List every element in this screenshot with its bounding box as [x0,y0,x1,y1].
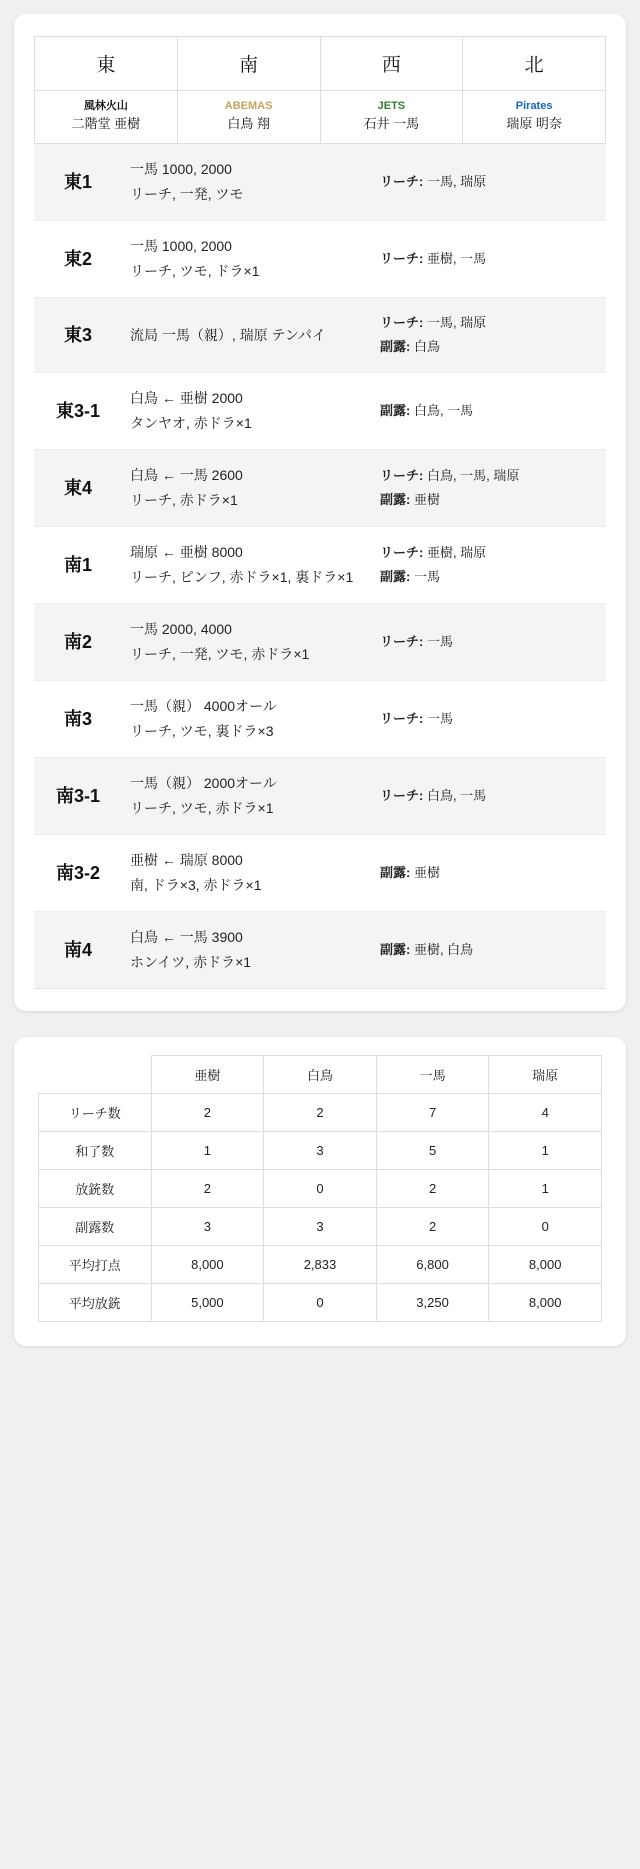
stats-cell: 2 [376,1170,489,1208]
round-label: 南4 [34,912,122,989]
hand-detail-line: リーチ, ツモ, 裏ドラ×3 [130,723,274,739]
team-name: Pirates [515,100,553,112]
hand-flag-label: リーチ: [380,251,424,266]
stats-row-label: 副露数 [39,1208,152,1246]
stats-cell: 8,000 [151,1246,264,1284]
hand-detail-line: 一馬 1000, 2000 [130,238,232,254]
stats-row [39,1170,602,1208]
stats-cell: 0 [264,1284,377,1322]
stats-cell: 1 [151,1132,264,1170]
seat-wind-row [35,37,606,91]
table-row [34,758,606,835]
stats-cell: 2 [151,1170,264,1208]
table-row [34,912,606,989]
hand-flag-value: 亜樹, 白鳥 [410,942,474,957]
hand-flag-label: 副露: [380,339,411,354]
stats-cell: 0 [264,1170,377,1208]
stats-cell: 3 [264,1132,377,1170]
table-row [34,835,606,912]
stats-cell: 8,000 [489,1246,602,1284]
hand-flag-label: リーチ: [380,711,424,726]
hand-flag-value: 一馬, 瑞原 [423,315,487,330]
stats-cell: 2 [264,1094,377,1132]
player-name: 瑞原 明奈 [506,116,562,131]
hand-detail-line: リーチ, 赤ドラ×1 [130,492,238,508]
hand-flags [372,373,606,450]
hand-flag [380,170,598,194]
stats-cell: 2 [376,1208,489,1246]
hand-flag [380,861,598,885]
round-label: 東1 [34,144,122,221]
stats-row [39,1284,602,1322]
table-row [34,604,606,681]
hand-flags [372,758,606,835]
hand-log-card [14,14,626,1011]
round-label: 南2 [34,604,122,681]
hand-flag-label: 副露: [380,942,411,957]
table-row [34,298,606,373]
round-label: 東2 [34,221,122,298]
stats-col-header: 一馬 [376,1056,489,1094]
hand-flag [380,335,598,359]
player-name: 白鳥 翔 [227,116,270,131]
hand-flag [380,399,598,423]
stats-row-label: リーチ数 [39,1094,152,1132]
hand-flag-value: 一馬 [423,634,453,649]
hand-detail-line: 一馬（親） 4000オール [130,698,277,714]
hand-flag-value: 白鳥, 一馬, 瑞原 [423,468,520,483]
hand-flag-value: 一馬 [410,569,440,584]
hand-detail-line: タンヤオ, 赤ドラ×1 [130,415,252,431]
stats-cell: 5 [376,1132,489,1170]
hand-flag-label: リーチ: [380,634,424,649]
round-label: 東3-1 [34,373,122,450]
table-row [34,221,606,298]
stats-cell: 0 [489,1208,602,1246]
stats-cell: 1 [489,1132,602,1170]
hand-detail-line: 白鳥 ← 亜樹 2000 [130,390,243,406]
hand-flag-label: リーチ: [380,468,424,483]
hand-detail-line: 一馬 1000, 2000 [130,161,232,177]
seat-player-north [463,91,606,144]
hand-flag-value: 白鳥, 一馬 [410,403,474,418]
stats-card [14,1037,626,1346]
stats-header-row [39,1056,602,1094]
hand-detail [122,681,372,758]
stats-cell: 3 [151,1208,264,1246]
hand-flag-label: リーチ: [380,545,424,560]
round-label: 南3 [34,681,122,758]
team-name: 風林火山 [83,100,128,112]
hand-flags [372,298,606,373]
team-name: ABEMAS [224,100,273,112]
hand-flag-label: リーチ: [380,174,424,189]
hand-flags [372,604,606,681]
hand-flag-label: 副露: [380,492,411,507]
hand-flag [380,938,598,962]
hand-flag [380,311,598,335]
hand-flag-value: 亜樹 [410,492,440,507]
hand-detail [122,373,372,450]
table-row [34,450,606,527]
hand-flag [380,247,598,271]
stats-corner-cell [39,1056,152,1094]
hand-flags [372,835,606,912]
hand-flags [372,221,606,298]
stats-row-label: 和了数 [39,1132,152,1170]
hand-flag-value: 白鳥, 一馬 [423,788,487,803]
stats-cell: 2,833 [264,1246,377,1284]
hand-detail [122,758,372,835]
round-label: 東4 [34,450,122,527]
stats-cell: 6,800 [376,1246,489,1284]
seat-player-east [35,91,178,144]
stats-row [39,1132,602,1170]
hand-flag [380,464,598,488]
hand-flag-value: 白鳥 [410,339,440,354]
hand-detail [122,527,372,604]
hand-flag-label: 副露: [380,865,411,880]
stats-row [39,1208,602,1246]
player-name: 石井 一馬 [363,116,420,131]
stats-row [39,1246,602,1284]
hand-flag [380,707,598,731]
table-row [34,373,606,450]
hand-flag-value: 一馬 [423,711,453,726]
stats-cell: 1 [489,1170,602,1208]
hand-detail-line: リーチ, 一発, ツモ [130,186,244,202]
seat-wind-south: 南 [177,37,320,91]
stats-row [39,1094,602,1132]
hand-flag-value: 一馬, 瑞原 [423,174,487,189]
hand-flag-label: 副露: [380,569,411,584]
hand-detail [122,912,372,989]
seat-wind-east: 東 [35,37,178,91]
hand-flags [372,144,606,221]
team-name: JETS [377,100,406,112]
hand-flag-value: 亜樹, 一馬 [423,251,487,266]
stats-row-label: 平均放銃 [39,1284,152,1322]
hand-flag-value: 亜樹, 瑞原 [423,545,487,560]
hand-flag-label: リーチ: [380,788,424,803]
hand-detail-line: 一馬（親） 2000オール [130,775,277,791]
hand-detail-line: 白鳥 ← 一馬 3900 [130,929,243,945]
stats-table [38,1055,602,1322]
hand-detail-line: リーチ, ツモ, ドラ×1 [130,263,260,279]
seat-header-table [34,36,606,144]
hand-detail-line: リーチ, ピンフ, 赤ドラ×1, 裏ドラ×1 [130,569,354,585]
hand-detail [122,298,372,373]
stats-col-header: 瑞原 [489,1056,602,1094]
player-name: 二階堂 亜樹 [71,116,141,131]
hand-flag-value: 亜樹 [410,865,440,880]
hand-detail-line: リーチ, 一発, ツモ, 赤ドラ×1 [130,646,310,662]
stats-cell: 5,000 [151,1284,264,1322]
hand-flags [372,912,606,989]
hand-detail-line: リーチ, ツモ, 赤ドラ×1 [130,800,274,816]
hand-detail-line: ホンイツ, 赤ドラ×1 [130,954,252,970]
stats-col-header: 亜樹 [151,1056,264,1094]
hand-detail-line: 一馬 2000, 4000 [130,621,232,637]
hand-detail [122,835,372,912]
stats-cell: 3 [264,1208,377,1246]
hand-flags [372,527,606,604]
hand-detail-line: 亜樹 ← 瑞原 8000 [130,852,243,868]
seat-player-west [320,91,463,144]
hand-detail [122,144,372,221]
stats-cell: 3,250 [376,1284,489,1322]
table-row [34,681,606,758]
round-label: 南3-2 [34,835,122,912]
hand-detail-line: 南, ドラ×3, 赤ドラ×1 [130,877,262,893]
stats-cell: 4 [489,1094,602,1132]
stats-cell: 2 [151,1094,264,1132]
hand-flag [380,565,598,589]
hand-detail-line: 白鳥 ← 一馬 2600 [130,467,243,483]
hand-flag [380,488,598,512]
hand-flag [380,541,598,565]
seat-player-south [177,91,320,144]
stats-col-header: 白鳥 [264,1056,377,1094]
hand-flags [372,681,606,758]
stats-row-label: 放銃数 [39,1170,152,1208]
hand-detail-line: 瑞原 ← 亜樹 8000 [130,544,243,560]
stats-row-label: 平均打点 [39,1246,152,1284]
round-label: 南1 [34,527,122,604]
hand-flags [372,450,606,527]
seat-player-row [35,91,606,144]
round-label: 東3 [34,298,122,373]
seat-wind-north: 北 [463,37,606,91]
hand-detail-line: 流局 一馬（親）, 瑞原 テンパイ [130,326,326,343]
table-row [34,144,606,221]
hands-table [34,144,606,989]
hand-flag [380,784,598,808]
hand-flag-label: 副露: [380,403,411,418]
hand-flag-label: リーチ: [380,315,424,330]
stats-cell: 7 [376,1094,489,1132]
round-label: 南3-1 [34,758,122,835]
stats-cell: 8,000 [489,1284,602,1322]
hand-detail [122,604,372,681]
hand-detail [122,221,372,298]
hand-flag [380,630,598,654]
seat-wind-west: 西 [320,37,463,91]
hand-detail [122,450,372,527]
table-row [34,527,606,604]
